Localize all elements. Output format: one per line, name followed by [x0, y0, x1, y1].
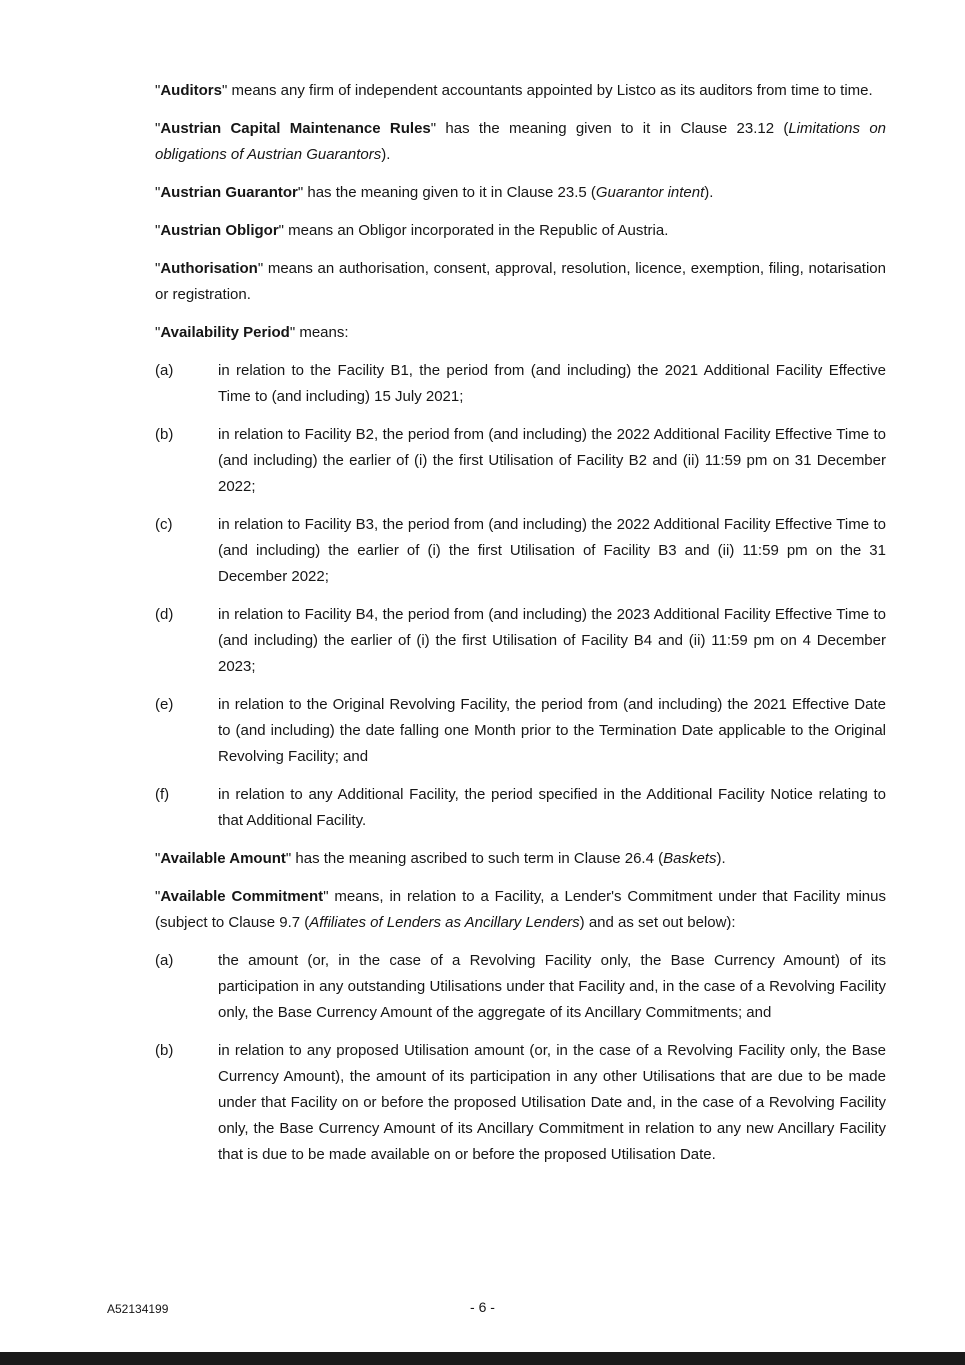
list-item — [155, 358, 886, 410]
text-segment: " — [155, 184, 161, 201]
defined-term: Auditors — [160, 82, 222, 99]
text-segment: the amount (or, in the case of a Revolving Facility only, the Base Currency Amount) of its participation in any outstanding Utilisations under that Facility and, in the case of a Revolving Facility only, the Base Currency Amount of the aggregate of its Ancillary Commitments; and — [218, 952, 886, 1021]
list-item-text — [218, 952, 886, 1021]
text-segment: in relation to any proposed Utilisation amount (or, in the case of a Revolving Facility only, the Base Currency Amount), the amount of its participation in any other Utilisations that are due to be made under that Facility on or before the proposed Utilisation Date and, in the case of a Revolving Facility only, the Base Currency Amount of its Ancillary Commitment in relation to any new Ancillary Facility that is due to be made available on or before the proposed Utilisation Date. — [218, 1042, 886, 1163]
defined-term: Austrian Obligor — [160, 222, 279, 239]
list-item — [155, 602, 886, 680]
text-segment: in relation to Facility B3, the period from (and including) the 2022 Additional Facility Effective Time to (and including) the earlier of (i) the first Utilisation of Facility B3 and (ii) 11:59 pm on the 31 December 2022; — [218, 516, 886, 585]
clause-reference: Baskets — [663, 850, 717, 867]
list-item-text — [218, 606, 886, 675]
list-item-marker: (f) — [155, 786, 170, 803]
text-segment: " — [155, 260, 161, 277]
list-item — [155, 782, 886, 834]
list-item-text — [218, 516, 886, 585]
text-segment: " — [155, 850, 161, 867]
list-item-text — [218, 362, 886, 405]
text-segment: ). — [704, 184, 714, 201]
list-item — [155, 1038, 886, 1168]
list-item-text — [218, 1042, 886, 1163]
document-content — [155, 78, 886, 1168]
definition-paragraph — [155, 116, 886, 168]
list-item-text — [218, 696, 886, 765]
list-item-marker: (a) — [155, 362, 174, 379]
clause-reference: Guarantor intent — [595, 184, 705, 201]
text-segment: ). — [381, 146, 391, 163]
list-item-marker: (c) — [155, 516, 173, 533]
text-segment: " means: — [289, 324, 349, 341]
text-segment: " — [155, 82, 161, 99]
text-segment: " — [155, 324, 161, 341]
definition-paragraph — [155, 256, 886, 308]
definition-paragraph — [155, 78, 886, 104]
text-segment: " — [155, 120, 161, 137]
text-segment: " means an Obligor incorporated in the Republic of Austria. — [278, 222, 669, 239]
clause-reference: Limitations on obligations of Austrian Guarantors — [155, 120, 886, 163]
list-item — [155, 948, 886, 1026]
defined-term: Availability Period — [160, 324, 290, 341]
defined-term: Austrian Guarantor — [160, 184, 298, 201]
list-item-marker: (d) — [155, 606, 174, 623]
definition-paragraph — [155, 320, 886, 346]
defined-term: Authorisation — [160, 260, 258, 277]
definition-paragraph — [155, 884, 886, 936]
text-segment: ) and as set out below): — [579, 914, 736, 931]
text-segment: in relation to Facility B2, the period from (and including) the 2022 Additional Facility Effective Time to (and including) the earlier of (i) the first Utilisation of Facility B2 and (ii) 11:59 pm on 31 December 2022; — [218, 426, 886, 495]
defined-term: Available Commitment — [160, 888, 324, 905]
list-item — [155, 512, 886, 590]
text-segment: " means any firm of independent accountants appointed by Listco as its auditors from time to time. — [222, 82, 873, 99]
list-item-marker: (a) — [155, 952, 174, 969]
text-segment: ). — [716, 850, 726, 867]
list-item-marker: (b) — [155, 426, 174, 443]
list-item-text — [218, 786, 886, 829]
page-footer — [0, 1299, 965, 1319]
text-segment: " means, in relation to a Facility, a Lender's Commitment under that Facility minus (subject to Clause 9.7 ( — [155, 888, 886, 931]
definition-paragraph — [155, 218, 886, 244]
document-reference: A52134199 — [107, 1302, 169, 1316]
definition-paragraph — [155, 180, 886, 206]
text-segment: " — [155, 888, 161, 905]
text-segment: in relation to the Original Revolving Facility, the period from (and including) the 2021 Effective Date to (and including) the date falling one Month prior to the Termination Date applicable to the Original Revolving Facility; and — [218, 696, 886, 765]
list-item — [155, 692, 886, 770]
definition-paragraph — [155, 846, 886, 872]
defined-term: Available Amount — [160, 850, 286, 867]
list-item-marker: (b) — [155, 1042, 174, 1059]
text-segment: " has the meaning ascribed to such term in Clause 26.4 ( — [285, 850, 664, 867]
text-segment: " — [155, 222, 161, 239]
text-segment: in relation to Facility B4, the period from (and including) the 2023 Additional Facility Effective Time to (and including) the earlier of (i) the first Utilisation of Facility B4 and (ii) 11:59 pm on 4 December 2023; — [218, 606, 886, 675]
text-segment: in relation to the Facility B1, the period from (and including) the 2021 Additional Facility Effective Time to (and including) 15 July 2021; — [218, 362, 886, 405]
page-number: - 6 - — [470, 1299, 495, 1315]
text-segment: " has the meaning given to it in Clause 23.12 ( — [430, 120, 789, 137]
clause-reference: Affiliates of Lenders as Ancillary Lenders — [309, 914, 580, 931]
list-item-text — [218, 426, 886, 495]
list-item — [155, 422, 886, 500]
list-item-marker: (e) — [155, 696, 174, 713]
text-segment: " has the meaning given to it in Clause 23.5 ( — [297, 184, 596, 201]
defined-term: Austrian Capital Maintenance Rules — [160, 120, 431, 137]
text-segment: in relation to any Additional Facility, the period specified in the Additional Facility Notice relating to that Additional Facility. — [218, 786, 886, 829]
text-segment: " means an authorisation, consent, approval, resolution, licence, exemption, filing, notarisation or registration. — [155, 260, 886, 303]
scan-edge-bar — [0, 1352, 965, 1365]
